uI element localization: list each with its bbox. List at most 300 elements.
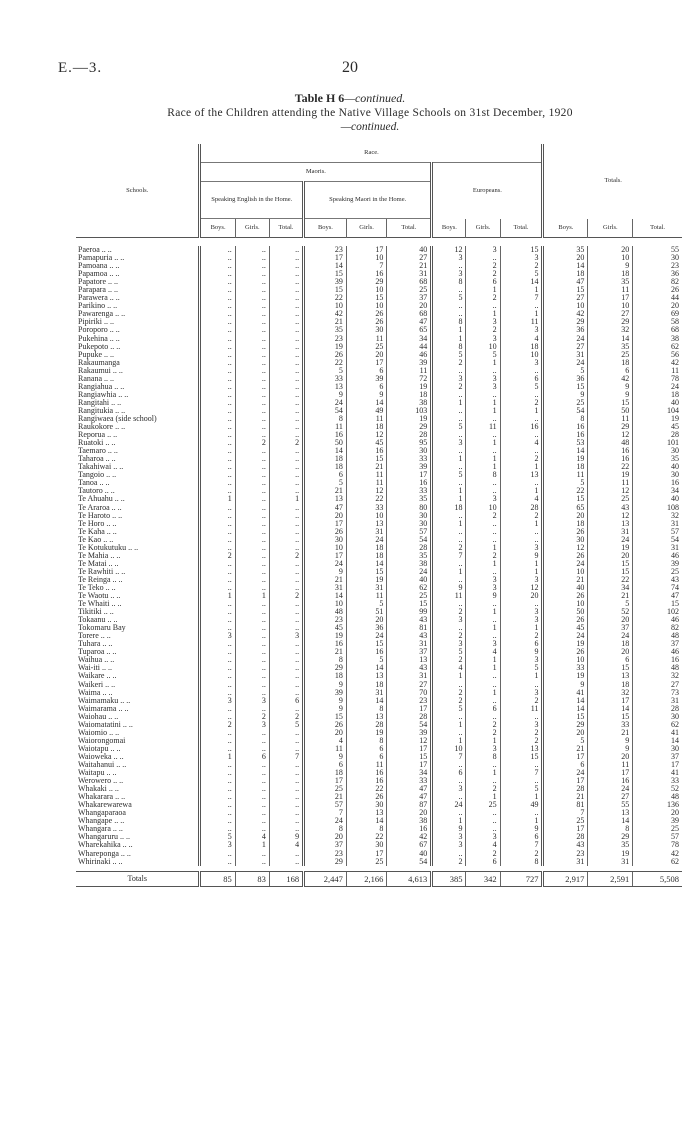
- cell: 43: [387, 616, 432, 624]
- table-row: [76, 584, 682, 592]
- table-row: [76, 552, 682, 560]
- table-row: [76, 318, 682, 326]
- table-row: [76, 359, 682, 367]
- cell: 33: [346, 504, 387, 512]
- table-row: [76, 270, 682, 278]
- cell: ..: [235, 689, 269, 697]
- cell: 22: [543, 487, 588, 495]
- cell: ..: [235, 270, 269, 278]
- leader-dots: .. ..: [118, 696, 131, 705]
- cell: 39: [633, 817, 682, 825]
- cell: 2: [500, 697, 543, 705]
- table-row: [76, 624, 682, 632]
- cell: 11: [346, 592, 387, 600]
- cell: ..: [432, 447, 466, 455]
- cell: 11: [432, 592, 466, 600]
- cell: ..: [432, 600, 466, 608]
- cell: 24: [304, 560, 347, 568]
- cell: 47: [387, 785, 432, 793]
- cell: 27: [633, 681, 682, 689]
- cell: 727: [500, 871, 543, 886]
- cell: 3: [500, 721, 543, 729]
- leader-dots: .. ..: [104, 672, 117, 681]
- cell: 6: [588, 656, 633, 664]
- cell: ..: [466, 254, 500, 262]
- cell: 8: [432, 343, 466, 351]
- cell: 17: [304, 552, 347, 560]
- cell: 30: [387, 512, 432, 520]
- cell: ..: [466, 302, 500, 310]
- cell: ..: [500, 391, 543, 399]
- cell: ..: [200, 777, 235, 785]
- school-name: Pupuke .. ..: [78, 350, 114, 359]
- sm-boys-header: Boys.: [304, 219, 347, 238]
- cell: 11: [346, 479, 387, 487]
- cell: ..: [200, 487, 235, 495]
- cell: 5: [466, 351, 500, 359]
- cell: 6: [432, 769, 466, 777]
- cell: ..: [269, 335, 303, 343]
- cell: 69: [633, 310, 682, 318]
- cell: 62: [633, 858, 682, 866]
- cell: 18: [588, 640, 633, 648]
- cell: 24: [543, 359, 588, 367]
- cell: 5,508: [633, 871, 682, 886]
- cell: 3: [500, 359, 543, 367]
- cell: 18: [304, 769, 347, 777]
- cell: ..: [466, 367, 500, 375]
- cell: 5: [304, 479, 347, 487]
- table-row: [76, 664, 682, 672]
- cell: 4: [235, 833, 269, 841]
- cell: 3: [200, 632, 235, 640]
- cell: ..: [432, 809, 466, 817]
- cell: 11: [588, 761, 633, 769]
- cell: ..: [235, 664, 269, 672]
- cell: 14: [543, 697, 588, 705]
- leader-dots: .. ..: [110, 575, 123, 584]
- cell: 47: [387, 793, 432, 801]
- cell: ..: [269, 455, 303, 463]
- table-row: [76, 544, 682, 552]
- leader-dots: .. ..: [103, 439, 116, 448]
- cell: ..: [235, 254, 269, 262]
- leader-dots: .. ..: [113, 567, 126, 576]
- cell: 31: [633, 520, 682, 528]
- school-name: Waikare .. ..: [78, 672, 117, 681]
- school-name: Tuhara .. ..: [78, 640, 113, 649]
- cell: 2: [500, 399, 543, 407]
- cell: 3: [500, 608, 543, 616]
- cell: ..: [200, 463, 235, 471]
- cell: 4: [304, 737, 347, 745]
- cell: ..: [235, 801, 269, 809]
- table-row: [76, 785, 682, 793]
- school-name: Whakarewarewa: [78, 801, 132, 810]
- cell: 18: [432, 504, 466, 512]
- cell: 35: [588, 278, 633, 286]
- cell: 42: [543, 310, 588, 318]
- cell: 2: [269, 592, 303, 600]
- cell: 5: [543, 737, 588, 745]
- cell: ..: [269, 616, 303, 624]
- cell: 15: [588, 568, 633, 576]
- cell: 1: [432, 455, 466, 463]
- cell: ..: [200, 648, 235, 656]
- cell: ..: [269, 528, 303, 536]
- cell: 7: [432, 753, 466, 761]
- cell: 35: [387, 495, 432, 503]
- cell: ..: [269, 672, 303, 680]
- cell: ..: [235, 600, 269, 608]
- cell: 18: [588, 359, 633, 367]
- cell: ..: [500, 479, 543, 487]
- school-name: Pukepoto .. ..: [78, 342, 121, 351]
- cell: ..: [200, 326, 235, 334]
- cell: 18: [304, 463, 347, 471]
- cell: ..: [200, 367, 235, 375]
- leader-dots: .. ..: [102, 318, 115, 327]
- cell: 24: [543, 632, 588, 640]
- cell: 50: [543, 608, 588, 616]
- table-head: [76, 144, 682, 246]
- cell: 18: [500, 343, 543, 351]
- school-name: Te Kotukutuku .. ..: [78, 543, 139, 552]
- cell: ..: [269, 399, 303, 407]
- totals-row: [76, 871, 682, 886]
- cell: 16: [387, 479, 432, 487]
- cell: ..: [269, 431, 303, 439]
- school-name: Waima .. ..: [78, 688, 113, 697]
- cell: 21: [346, 463, 387, 471]
- cell: 14: [346, 560, 387, 568]
- cell: ..: [200, 520, 235, 528]
- cell: 1: [500, 286, 543, 294]
- table-row: [76, 447, 682, 455]
- table-row: [76, 801, 682, 809]
- cell: 14: [304, 262, 347, 270]
- cell: ..: [200, 399, 235, 407]
- leader-dots: .. ..: [100, 688, 113, 697]
- school-name: Whareponga .. ..: [78, 849, 131, 858]
- cell: ..: [466, 817, 500, 825]
- cell: 29: [346, 278, 387, 286]
- cell: 1: [432, 520, 466, 528]
- cell: ..: [235, 294, 269, 302]
- totals-header: Totals.: [543, 144, 682, 219]
- cell: ..: [269, 858, 303, 866]
- cell: ..: [235, 415, 269, 423]
- cell: ..: [466, 713, 500, 721]
- cell: 11: [346, 335, 387, 343]
- cell: ..: [500, 809, 543, 817]
- cell: 17: [543, 753, 588, 761]
- school-name: Te Haroto .. ..: [78, 511, 123, 520]
- cell: ..: [200, 801, 235, 809]
- cell: 33: [633, 777, 682, 785]
- leader-dots: .. ..: [101, 535, 114, 544]
- leader-dots: .. ..: [104, 527, 117, 536]
- cell: 31: [346, 528, 387, 536]
- school-name: Taharoa .. ..: [78, 455, 116, 464]
- cell: 9: [500, 552, 543, 560]
- table-row: [76, 463, 682, 471]
- table-row: [76, 656, 682, 664]
- leader-dots: .. ..: [105, 302, 118, 311]
- cell: 14: [500, 278, 543, 286]
- cell: ..: [200, 423, 235, 431]
- cell: 20: [588, 648, 633, 656]
- cell: 6: [466, 858, 500, 866]
- cell: ..: [235, 809, 269, 817]
- leader-dots: .. ..: [113, 793, 126, 802]
- cell: 1: [432, 495, 466, 503]
- table-row: [76, 536, 682, 544]
- cell: 46: [633, 648, 682, 656]
- cell: 54: [633, 536, 682, 544]
- cell: ..: [235, 399, 269, 407]
- cell: 6: [346, 753, 387, 761]
- cell: ..: [235, 785, 269, 793]
- cell: 1: [466, 656, 500, 664]
- se-total-header: Total.: [269, 219, 303, 238]
- cell: ..: [235, 487, 269, 495]
- cell: 19: [543, 672, 588, 680]
- cell: 1: [269, 495, 303, 503]
- cell: 6: [588, 367, 633, 375]
- cell: 10: [346, 286, 387, 294]
- cell: 37: [304, 841, 347, 849]
- cell: ..: [269, 407, 303, 415]
- cell: 5: [200, 833, 235, 841]
- table-row: [76, 737, 682, 745]
- cell: ..: [269, 343, 303, 351]
- cell: ..: [466, 681, 500, 689]
- cell: ..: [200, 528, 235, 536]
- cell: 14: [543, 705, 588, 713]
- cell: 15: [543, 286, 588, 294]
- cell: ..: [432, 262, 466, 270]
- cell: ..: [500, 528, 543, 536]
- school-name: Whirinaki .. ..: [78, 857, 123, 866]
- cell: 82: [633, 624, 682, 632]
- cell: ..: [235, 576, 269, 584]
- cell: 1: [466, 286, 500, 294]
- leader-dots: .. ..: [109, 600, 122, 609]
- cell: ..: [235, 351, 269, 359]
- cell: 20: [588, 753, 633, 761]
- cell: 82: [633, 278, 682, 286]
- cell: ..: [200, 254, 235, 262]
- cell: 10: [466, 504, 500, 512]
- cell: 18: [346, 544, 387, 552]
- cell: 20: [633, 809, 682, 817]
- cell: 18: [543, 270, 588, 278]
- cell: 13: [500, 745, 543, 753]
- cell: ..: [432, 310, 466, 318]
- cell: 11: [346, 471, 387, 479]
- cell: 13: [346, 809, 387, 817]
- cell: ..: [432, 576, 466, 584]
- cell: ..: [235, 423, 269, 431]
- school-name: Waitapu .. ..: [78, 769, 117, 778]
- cell: 22: [304, 294, 347, 302]
- school-name: Whangara .. ..: [78, 825, 123, 834]
- cell: 57: [633, 528, 682, 536]
- cell: 1: [432, 672, 466, 680]
- cell: 9: [588, 383, 633, 391]
- cell: 24: [543, 769, 588, 777]
- cell: 3: [500, 576, 543, 584]
- cell: 1: [200, 753, 235, 761]
- school-name: Takahiwai .. ..: [78, 463, 124, 472]
- cell: 10: [543, 656, 588, 664]
- cell: 6: [235, 753, 269, 761]
- cell: 28: [387, 713, 432, 721]
- cell: 10: [304, 600, 347, 608]
- cell: 13: [304, 383, 347, 391]
- cell: 2: [466, 512, 500, 520]
- cell: 48: [633, 632, 682, 640]
- leader-dots: .. ..: [101, 608, 114, 617]
- cell: ..: [200, 793, 235, 801]
- cell: 17: [543, 825, 588, 833]
- cell: ..: [200, 504, 235, 512]
- cell: 36: [346, 624, 387, 632]
- cell: ..: [432, 681, 466, 689]
- cell: 23: [304, 335, 347, 343]
- cell: 21: [543, 576, 588, 584]
- cell: 35: [633, 455, 682, 463]
- cell: 16: [588, 777, 633, 785]
- cell: 65: [543, 504, 588, 512]
- school-name: Te Horo .. ..: [78, 519, 117, 528]
- cell: 30: [633, 447, 682, 455]
- cell: 23: [304, 246, 347, 254]
- cell: 48: [633, 664, 682, 672]
- cell: 2: [466, 850, 500, 858]
- cell: ..: [200, 858, 235, 866]
- cell: 23: [543, 850, 588, 858]
- school-name: Waiotapu .. ..: [78, 744, 121, 753]
- cell: 13: [588, 809, 633, 817]
- cell: 19: [543, 640, 588, 648]
- cell: 39: [304, 278, 347, 286]
- cell: 37: [633, 640, 682, 648]
- cell: 35: [543, 246, 588, 254]
- cell: ..: [200, 383, 235, 391]
- cell: 44: [387, 343, 432, 351]
- cell: 2: [466, 326, 500, 334]
- cell: 20: [543, 254, 588, 262]
- table-row: [76, 431, 682, 439]
- cell: 8: [304, 656, 347, 664]
- school-name: Waimamaku .. ..: [78, 696, 131, 705]
- cell: 10: [588, 254, 633, 262]
- cell: ..: [269, 286, 303, 294]
- leader-dots: .. ..: [105, 431, 118, 440]
- table-row: [76, 833, 682, 841]
- cell: 8: [588, 825, 633, 833]
- cell: ..: [200, 512, 235, 520]
- cell: ..: [432, 463, 466, 471]
- cell: ..: [235, 624, 269, 632]
- cell: 3: [269, 632, 303, 640]
- leader-dots: .. ..: [108, 592, 121, 601]
- cell: 28: [543, 785, 588, 793]
- cell: ..: [269, 560, 303, 568]
- cell: 15: [543, 713, 588, 721]
- cell: ..: [269, 302, 303, 310]
- cell: ..: [269, 568, 303, 576]
- cell: 18: [346, 681, 387, 689]
- leader-dots: .. ..: [110, 857, 123, 866]
- cell: 11: [588, 286, 633, 294]
- table-row: [76, 246, 682, 254]
- cell: 13: [304, 495, 347, 503]
- cell: ..: [200, 713, 235, 721]
- cell: 31: [543, 351, 588, 359]
- cell: 2: [432, 858, 466, 866]
- cell: ..: [466, 697, 500, 705]
- cell: ..: [269, 375, 303, 383]
- cell: 39: [387, 729, 432, 737]
- school-name: Te Reinga .. ..: [78, 575, 123, 584]
- cell: ..: [200, 246, 235, 254]
- school-name: Raukokore .. ..: [78, 423, 126, 432]
- cell: 3: [500, 326, 543, 334]
- cell: 1: [466, 769, 500, 777]
- maoris-header: Maoris.: [200, 163, 432, 182]
- cell: 22: [588, 576, 633, 584]
- school-name: Wharekahika .. ..: [78, 841, 133, 850]
- cell: 21: [543, 793, 588, 801]
- table-row: [76, 729, 682, 737]
- cell: 2: [432, 383, 466, 391]
- cell: 45: [633, 423, 682, 431]
- cell: 18: [588, 681, 633, 689]
- cell: 62: [387, 584, 432, 592]
- leader-dots: .. ..: [113, 423, 126, 432]
- cell: 28: [387, 544, 432, 552]
- cell: 15: [346, 568, 387, 576]
- cell: 20: [387, 809, 432, 817]
- cell: 25: [633, 825, 682, 833]
- cell: 5: [432, 648, 466, 656]
- cell: 31: [633, 544, 682, 552]
- cell: 19: [304, 343, 347, 351]
- school-name: Te Mahia .. ..: [78, 551, 121, 560]
- cell: 14: [346, 664, 387, 672]
- cell: ..: [269, 254, 303, 262]
- school-name: Wai-iti .. ..: [78, 664, 113, 673]
- cell: ..: [200, 600, 235, 608]
- table-row: [76, 351, 682, 359]
- cell: 47: [633, 592, 682, 600]
- cell: 2: [466, 552, 500, 560]
- cell: 25: [588, 351, 633, 359]
- cell: 4: [432, 664, 466, 672]
- cell: 37: [588, 624, 633, 632]
- cell: 5: [432, 294, 466, 302]
- cell: 1: [500, 817, 543, 825]
- cell: 9: [466, 592, 500, 600]
- school-name: Tuparoa .. ..: [78, 648, 117, 657]
- cell: 47: [543, 278, 588, 286]
- table-row: [76, 367, 682, 375]
- school-name: Rakaumanga: [78, 358, 120, 367]
- leader-dots: .. ..: [106, 278, 118, 287]
